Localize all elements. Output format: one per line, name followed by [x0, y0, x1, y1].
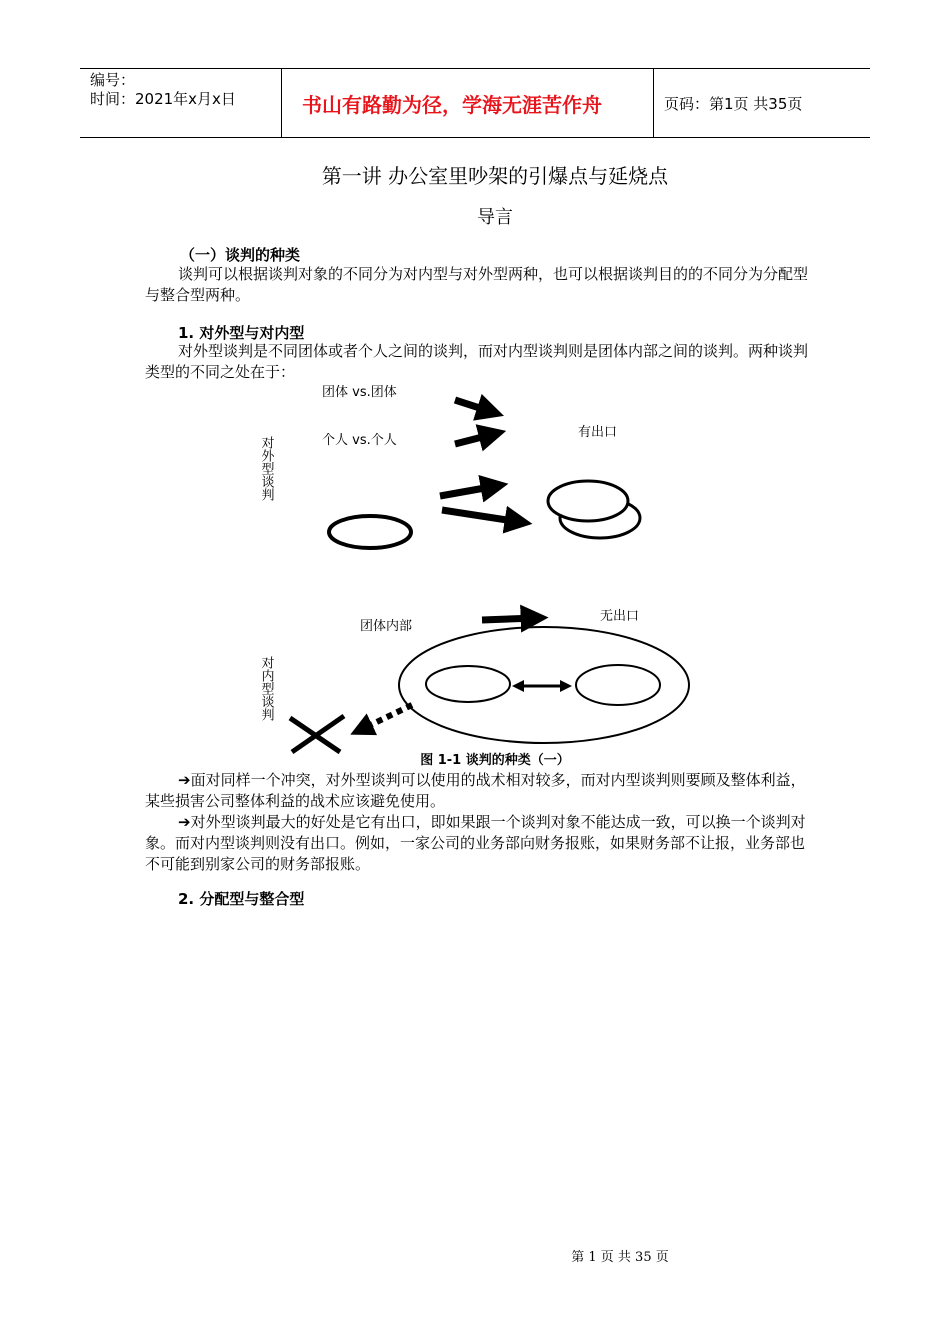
- page-title: 第一讲 办公室里吵架的引爆点与延烧点: [321, 164, 669, 188]
- label-no-exit: 无出口: [600, 609, 640, 624]
- number-label: 编号：: [90, 71, 136, 89]
- header-meta: [80, 69, 282, 137]
- subsection-heading-1: 1. 对外型与对内型: [178, 324, 305, 342]
- external-arrows: [440, 400, 520, 522]
- label-group-vs-group: 团体 vs.团体: [322, 385, 397, 400]
- negotiation-types-figure: [0, 360, 950, 760]
- label-external-type: 对外型谈判: [258, 436, 274, 501]
- section-intro: 谈判可以根据谈判对象的不同分为对内型与对外型两种，也可以根据谈判目的的不同分为分配型与整合型两种。: [145, 265, 809, 304]
- blocked-dotted-arrow: [360, 705, 412, 730]
- external-party-ellipse: [329, 516, 411, 548]
- label-has-exit: 有出口: [578, 425, 618, 440]
- subsection-text-1: 对外型谈判是不同团体或者个人之间的谈判，而对内型谈判则是团体内部之间的谈判。两种谈判类型的不同之处在于：: [145, 342, 809, 381]
- figure-caption: 图 1-1 谈判的种类（一）: [420, 753, 570, 768]
- bullet-1: ➔面对同样一个冲突，对外型谈判可以使用的战术相对较多，而对内型谈判则要顾及整体利益，某些损害公司整体利益的战术应该避免使用。: [145, 771, 806, 810]
- exit-ellipse-front: [548, 481, 628, 521]
- label-group-internal: 团体内部: [360, 619, 413, 634]
- label-person-vs-person: 个人 vs.个人: [322, 433, 397, 448]
- header-table: [80, 68, 870, 138]
- section-heading-1: （一）谈判的种类: [180, 246, 301, 264]
- page-subtitle: 导言: [477, 207, 513, 228]
- header-page-info: 页码：第1页 共35页: [664, 94, 803, 113]
- header-motto: 书山有路勤为径，学海无涯苦作舟: [282, 69, 654, 137]
- internal-ellipse-right: [576, 665, 660, 705]
- blocked-cross-icon: [290, 716, 344, 752]
- label-internal-type: 对内型谈判: [258, 656, 274, 721]
- subsection-heading-2: 2. 分配型与整合型: [178, 890, 305, 908]
- time-label: 时间：2021年x月x日: [90, 90, 236, 108]
- page-footer: 第 1 页 共 35 页: [571, 1250, 669, 1265]
- internal-arrow: [482, 618, 536, 620]
- internal-ellipse-left: [426, 666, 510, 702]
- bullet-2: ➔对外型谈判最大的好处是它有出口，即如果跟一个谈判对象不能达成一致，可以换一个谈判对象。而对内型谈判则没有出口。例如，一家公司的业务部向财务报账，如果财务部不让报，业务部也不可能到别家公司的财务部报账。: [145, 813, 806, 873]
